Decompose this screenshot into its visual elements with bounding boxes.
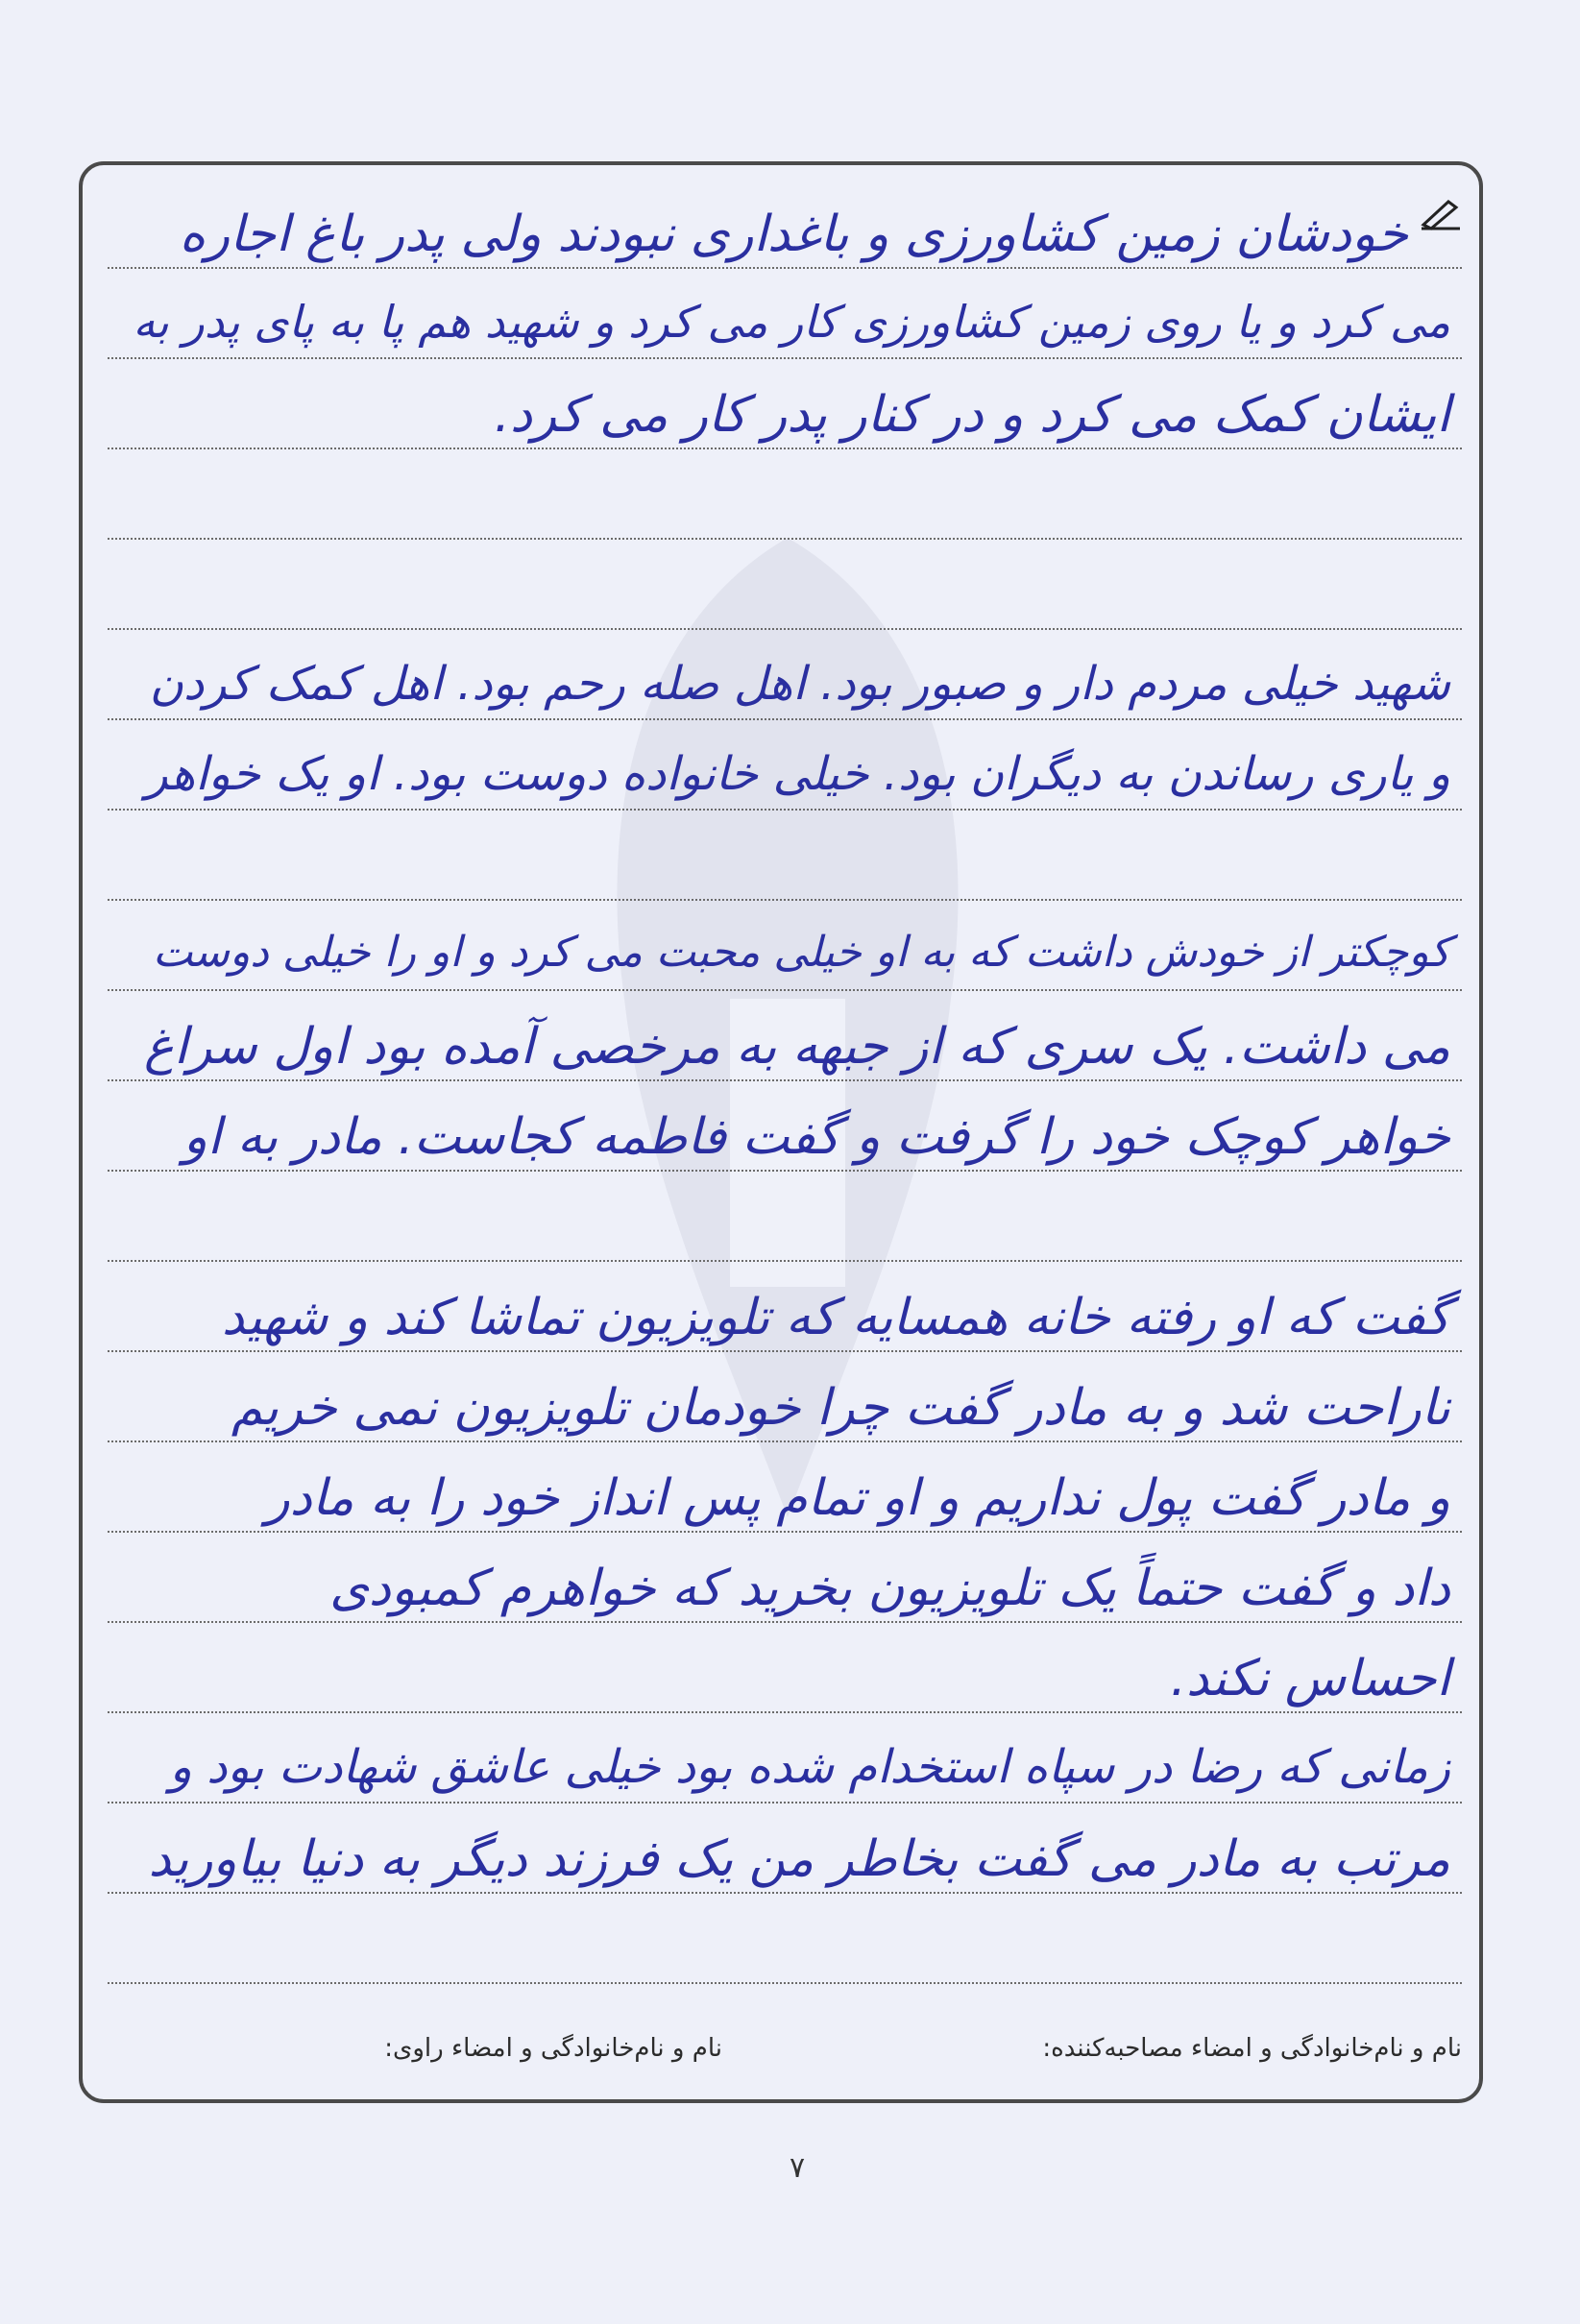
ruled-line [108, 899, 1462, 901]
ruled-line [108, 1079, 1462, 1081]
handwritten-line: کوچکتر از خودش داشت که به او خیلی محبت می کرد و او را خیلی دوست [152, 928, 1450, 977]
handwritten-line: زمانی که رضا در سپاه استخدام شده بود خیلی عاشق شهادت بود و [169, 1740, 1450, 1794]
ruled-line [108, 989, 1462, 991]
interviewer-signature-label: نام و نام‌خانوادگی و امضاء مصاحبه‌کننده: [1042, 2034, 1462, 2063]
handwritten-line: شهید خیلی مردم دار و صبور بود. اهل صله رحم بود. اهل کمک کردن [149, 657, 1450, 711]
page-number: ۷ [789, 2151, 806, 2185]
ruled-line [108, 538, 1462, 540]
ruled-line [108, 1350, 1462, 1352]
ruled-line [108, 1170, 1462, 1172]
handwritten-line: گفت که او رفته خانه همسایه که تلویزیون تماشا کند و شهید [221, 1289, 1450, 1346]
handwritten-line: داد و گفت حتماً یک تلویزیون بخرید که خواهرم کمبودی [329, 1560, 1450, 1617]
ruled-line [108, 357, 1462, 359]
ruled-line [108, 1260, 1462, 1262]
handwritten-line: و مادر گفت پول نداریم و او تمام پس انداز خود را به مادر [265, 1469, 1450, 1527]
ruled-line [108, 809, 1462, 811]
handwritten-line: ایشان کمک می کرد و در کنار پدر کار می کرد. [494, 386, 1450, 444]
handwritten-line: خواهر کوچک خود را گرفت و گفت فاطمه کجاست. مادر به او [182, 1108, 1450, 1166]
handwritten-line: خودشان زمین کشاورزی و باغداری نبودند ولی پدر باغ اجاره [179, 206, 1408, 263]
ruled-writing-area [108, 173, 1462, 2017]
handwritten-line: احساس نکند. [1170, 1650, 1450, 1707]
ruled-line [108, 1892, 1462, 1894]
signature-footer [108, 2034, 1462, 2076]
handwritten-line: ناراحت شد و به مادر گفت چرا خودمان تلویزیون نمی خریم [231, 1379, 1450, 1437]
handwritten-line: می داشت. یک سری که از جبهه به مرخصی آمده بود اول سراغ [143, 1018, 1450, 1076]
ruled-line [108, 267, 1462, 269]
ruled-line [108, 718, 1462, 720]
ruled-line [108, 628, 1462, 630]
handwritten-line: مرتب به مادر می گفت بخاطر من یک فرزند دیگر به دنیا بیاورید [148, 1830, 1450, 1888]
ruled-line [108, 448, 1462, 449]
ruled-line [108, 1531, 1462, 1533]
ruled-line [108, 1802, 1462, 1804]
ruled-line [108, 1982, 1462, 1984]
ruled-line [108, 1440, 1462, 1442]
narrator-signature-label: نام و نام‌خانوادگی و امضاء راوی: [384, 2034, 722, 2063]
pen-icon [1420, 196, 1462, 230]
handwritten-line: می کرد و یا روی زمین کشاورزی کار می کرد و شهید هم پا به پای پدر به [133, 296, 1450, 348]
ruled-line [108, 1621, 1462, 1623]
handwritten-line: و یاری رساندن به دیگران بود. خیلی خانواده دوست بود. او یک خواهر [145, 747, 1450, 801]
ruled-line [108, 1711, 1462, 1713]
